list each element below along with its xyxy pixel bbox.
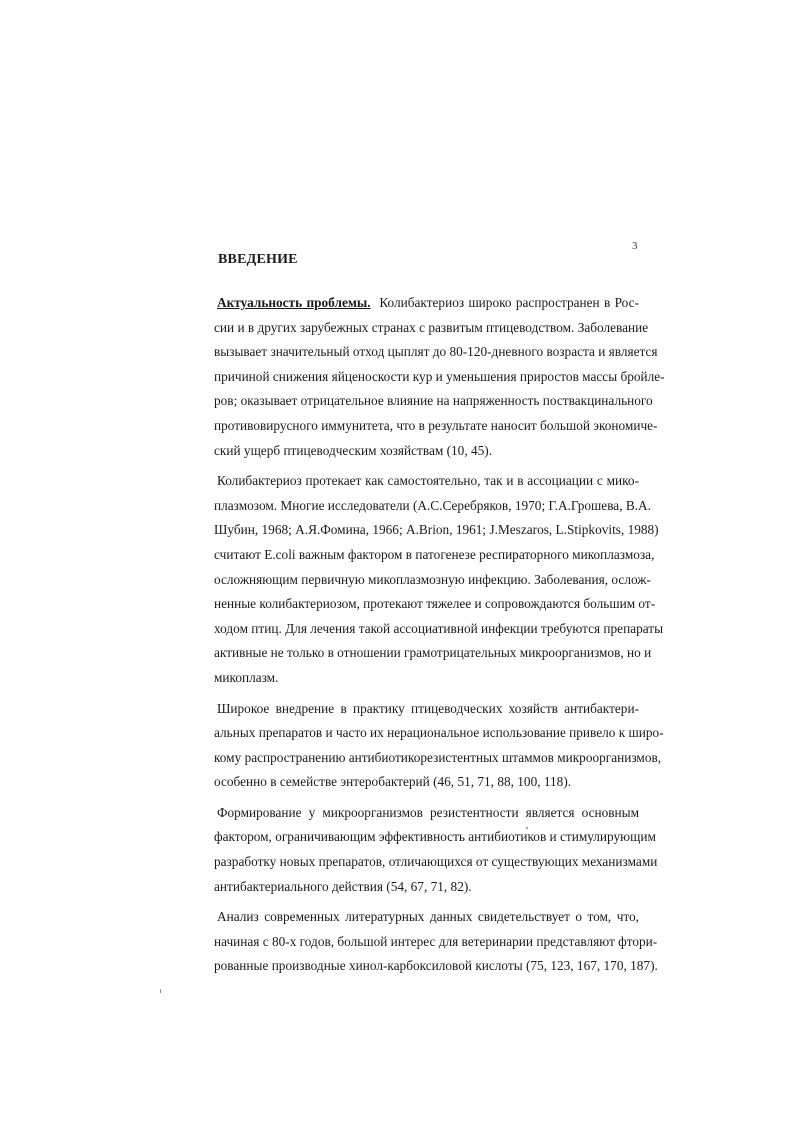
text-line: считают E.coli важным фактором в патогенезе респираторного микоплазмоза, [214,546,655,562]
text-line: ходом птиц. Для лечения такой ассоциативной инфекции требуются препараты [214,620,664,636]
text-line: фактором, ограничивающим эффективность антибиотиков и стимулирующим [214,829,656,845]
text-line: начиная с 80-х годов, большой интерес для ветеринарии представляют фтори- [214,933,658,949]
text-line: особенно в семействе энтеробактерий (46, 51, 71, 88, 100, 118). [214,774,572,790]
text-line: Анализ современных литературных данных свидетельствует о том, что, [217,909,639,925]
paragraph-resistance [214,801,658,899]
text-line: Формирование у микроорганизмов резистентности является основным [217,804,639,820]
section-title: ВВЕДЕНИЕ [218,252,298,267]
paragraph-antibacterial [214,697,664,795]
text-line: Актуальность проблемы. Колибактериоз широко распространен в Рос- [217,295,639,310]
text-line: ский ущерб птицеводческим хозяйствам (10, 45). [214,442,493,458]
text-line: Колибактериоз протекает как самостоятельно, так и в ассоциации с мико- [217,473,639,489]
page-number: 3 [632,240,638,252]
text-line: рованные производные хинол-карбоксиловой кислоты (75, 123, 167, 170, 187). [214,958,658,974]
scan-speck [160,989,161,993]
text-line: вызывает значительный отход цыплят до 80-120-дневного возраста и является [214,344,658,360]
text-line: противовирусного иммунитета, что в результате наносит большой экономиче- [214,417,658,433]
text-line: плазмозом. Многие исследователи (А.С.Серебряков, 1970; Г.А.Грошева, В.А. [214,497,651,513]
text-line: кому распространению антибиотикорезистентных штаммов микроорганизмов, [214,749,662,765]
text-line: ненные колибактериозом, протекают тяжелее и сопровождаются большим от- [214,596,656,612]
scan-speck [526,827,528,829]
text-line: Широкое внедрение в практику птицеводческих хозяйств антибактери- [217,700,639,716]
text-line: Шубин, 1968; А.Я.Фомина, 1966; A.Brion, 1961; J.Meszaros, L.Stipkovits, 1988) [214,522,659,538]
body-text [214,291,665,985]
text-line: микоплазм. [214,669,279,685]
text-line: ров; оказывает отрицательное влияние на напряженность поствакцинального [214,393,653,409]
paragraph-relevance [214,291,665,463]
paragraph-analysis [214,905,658,979]
text-line: сии и в других зарубежных странах с развитым птицеводством. Заболевание [214,319,649,335]
text-line: антибактериального действия (54, 67, 71, 82). [214,878,472,894]
text-line: альных препаратов и часто их нерациональное использование привело к широ- [214,725,664,741]
text-line: разработку новых препаратов, отличающихся от существующих механизмами [214,854,658,870]
text-line: причиной снижения яйценоскости кур и уменьшения приростов массы бройле- [214,368,665,384]
paragraph-colibacteriosis [214,469,664,690]
text-line: активные не только в отношении грамотрицательных микроорганизмов, но и [214,645,652,661]
relevance-heading: Актуальность проблемы. [217,295,371,310]
text-line: осложняющим первичную микоплазмозную инфекцию. Заболевания, ослож- [214,571,651,587]
